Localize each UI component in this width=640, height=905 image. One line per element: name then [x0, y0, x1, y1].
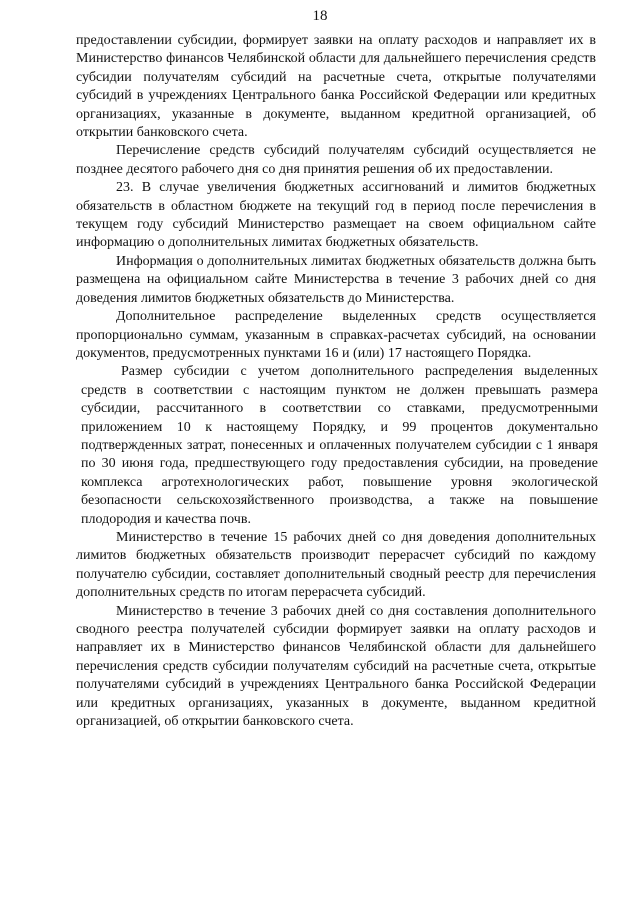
paragraph-transfer-deadline: Перечисление средств субсидий получателям субсидий осуществляется не позднее десятого рабочего дня со дня принятия решения об их предоставлении.: [76, 143, 596, 177]
paragraph-subsidy-size: Размер субсидии с учетом дополнительного распределения выделенных средств в соответствии с настоящим пунктом не должен превышать размера субсидии, рассчитанного в соответствии со ставками, предусмотренными приложением 10 к настоящему Порядку, и 99 процентов документально подтвержденных затрат, понесенных и оплаченных получателем субсидии с 1 января по 30 июня года, предшествующего году предоставления субсидии, на проведение комплекса агротехнологических работ, повышение уровня экологической безопасности сельскохозяйственного производства, а также на повышение плодородия и качества почв.: [81, 364, 598, 527]
paragraph-recalculation: Министерство в течение 15 рабочих дней со дня доведения дополнительных лимитов бюджетных обязательств производит перерасчет субсидий по каждому получателю субсидии, составляет дополнительный сводный реестр для перечисления дополнительных средств по итогам перерасчета субсидий.: [76, 529, 596, 601]
paragraph-payment-requests: Министерство в течение 3 рабочих дней со дня составления дополнительного сводного реестра получателей субсидии формирует заявки на оплату расходов и направляет их в Министерство финансов Челябинской области для дальнейшего перечисления средств субсидии получателям субсидий на расчетные счета, открытые получателями субсидий в учреждениях Центрального банка Российской Федерации или кредитных организациях, указанных в документе, выданном кредитной организацией, об открытии банковского счета.: [76, 603, 596, 730]
paragraph-limits-publication: Информация о дополнительных лимитах бюджетных обязательств должна быть размещена на официальном сайте Министерства в течение 3 рабочих дней со дня доведения лимитов бюджетных обязательств до Министерства.: [76, 253, 596, 306]
paragraph-item-23: 23. В случае увеличения бюджетных ассигнований и лимитов бюджетных обязательств в областном бюджете на текущий год в период после перечисления в текущем году субсидий Министерство размещает на своем официальном сайте информацию о дополнительных лимитах бюджетных обязательств.: [76, 180, 596, 251]
paragraph-additional-distribution: Дополнительное распределение выделенных средств осуществляется пропорционально суммам, указанным в справках-расчетах субсидий, на основании документов, предусмотренных пунктами 16 и (или) 17 настоящего Порядка.: [76, 309, 596, 361]
paragraph-continuation: предоставлении субсидии, формирует заявки на оплату расходов и направляет их в Министерство финансов Челябинской области для дальнейшего перечисления средств субсидии получателям субсидий на расчетные счета, открытые получателями субсидий в учреждениях Центрального банка Российской Федерации или кредитных организациях, указанные в документе, выданном кредитной организацией, об открытии банковского счета.: [76, 33, 596, 141]
document-body: [76, 32, 596, 731]
page-number: 18: [312, 8, 328, 24]
